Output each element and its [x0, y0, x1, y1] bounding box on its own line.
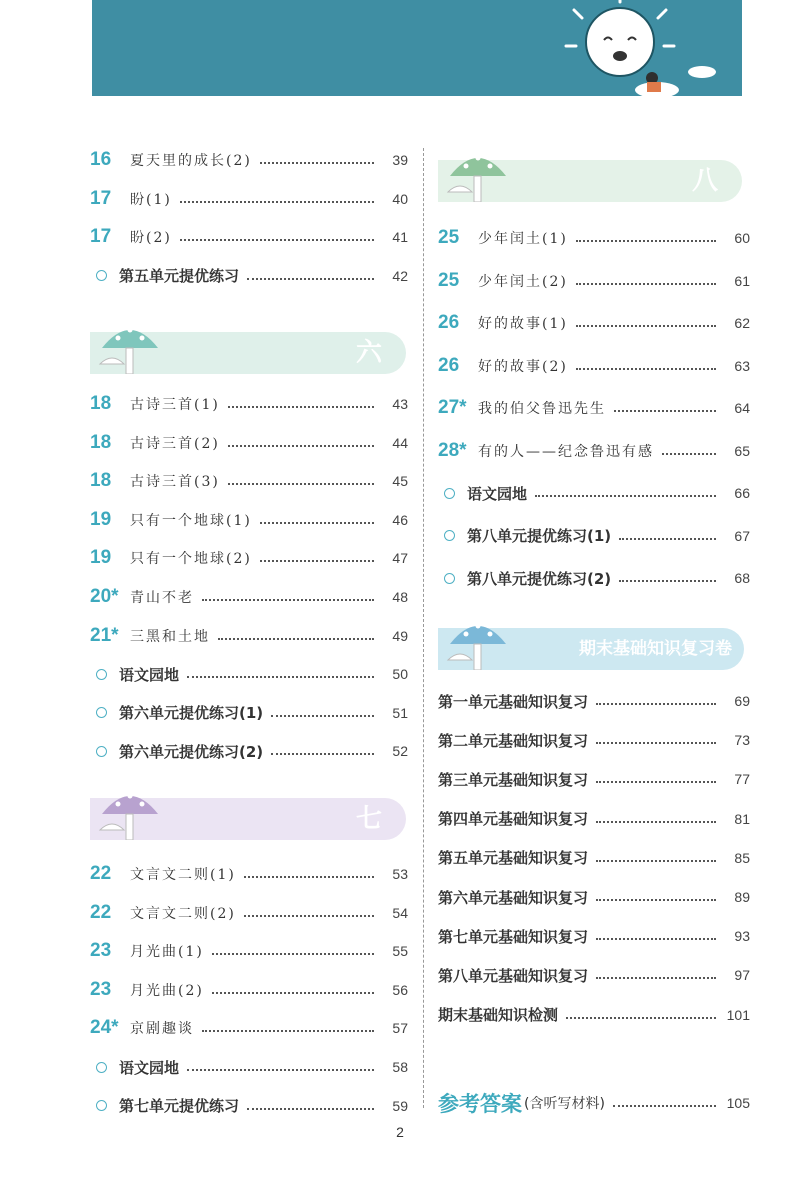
leader-dots [619, 538, 716, 540]
toc-lesson-entry[interactable] [90, 623, 408, 649]
answers-subtitle: (含听写材料) [524, 1096, 605, 1112]
entry-title: 文言文二则(2) [130, 905, 236, 922]
entry-page: 51 [392, 704, 408, 721]
toc-lesson-entry[interactable] [438, 845, 750, 871]
entry-page: 48 [392, 589, 408, 605]
entry-title: 第七单元提优练习 [119, 1097, 240, 1116]
entry-title: 我的伯父鲁迅先生 [478, 401, 606, 417]
entry-title: 月光曲(2) [130, 982, 204, 999]
entry-page: 54 [392, 904, 408, 921]
unit-header [438, 614, 744, 658]
entry-page: 40 [392, 190, 408, 207]
leader-dots [271, 753, 374, 755]
toc-lesson-entry[interactable] [438, 688, 750, 714]
leader-dots [180, 239, 374, 241]
entry-title: 第八单元提优练习(2) [467, 569, 612, 588]
leader-dots [212, 992, 374, 994]
lesson-number: 22 [90, 901, 112, 923]
toc-lesson-entry[interactable] [90, 584, 408, 610]
toc-lesson-entry[interactable] [438, 268, 750, 294]
unit-label: 七 [355, 804, 382, 834]
entry-title: 语文园地 [467, 484, 528, 503]
entry-page: 53 [392, 866, 408, 882]
bullet-circle-icon [96, 1062, 107, 1073]
entry-page: 61 [734, 272, 750, 289]
entry-title: 青山不老 [130, 590, 194, 606]
entry-page: 66 [734, 485, 750, 501]
lesson-number: 19 [90, 547, 112, 569]
mushroom-icon [444, 614, 514, 670]
bullet-circle-icon [96, 270, 107, 281]
toc-lesson-entry[interactable] [90, 900, 408, 926]
lesson-number: 21* [90, 624, 119, 646]
leader-dots [596, 821, 716, 823]
entry-page: 50 [392, 666, 408, 683]
entry-title: 第七单元基础知识复习 [438, 927, 589, 946]
sun-illustration [92, 0, 742, 96]
lesson-number: 18 [90, 431, 112, 453]
leader-dots [228, 445, 374, 447]
leader-dots [228, 406, 374, 408]
toc-exercise-entry[interactable] [90, 661, 408, 687]
leader-dots [613, 1105, 716, 1107]
toc-exercise-entry[interactable] [90, 1054, 408, 1080]
toc-lesson-entry[interactable] [90, 938, 408, 964]
entry-title: 第一单元基础知识复习 [438, 692, 589, 711]
entry-title: 第六单元基础知识复习 [438, 888, 589, 907]
leader-dots [202, 1030, 374, 1032]
lesson-number: 18 [90, 470, 112, 492]
toc-exercise-entry[interactable] [438, 565, 750, 591]
lesson-number: 17 [90, 226, 112, 248]
mushroom-icon [96, 784, 166, 840]
lesson-number: 26 [438, 312, 460, 333]
entry-title: 古诗三首(2) [130, 435, 220, 452]
leader-dots [619, 580, 716, 582]
mushroom-icon [96, 318, 166, 374]
entry-page: 52 [392, 743, 408, 760]
toc-lesson-entry[interactable] [90, 186, 408, 212]
entry-title: 第八单元基础知识复习 [438, 966, 589, 985]
leader-dots [576, 325, 716, 327]
entry-title: 只有一个地球(2) [130, 551, 252, 568]
entry-page: 93 [734, 928, 750, 945]
leader-dots [228, 483, 374, 485]
toc-lesson-entry[interactable] [438, 438, 750, 464]
entry-page: 43 [392, 396, 408, 412]
entry-page: 57 [392, 1020, 408, 1037]
entry-title: 第三单元基础知识复习 [438, 770, 589, 789]
leader-dots [662, 453, 716, 455]
entry-title: 少年闰土(2) [478, 273, 568, 290]
leader-dots [576, 240, 716, 242]
entry-title: 夏天里的成长(2) [130, 153, 252, 169]
unit-header [90, 318, 406, 368]
lesson-number: 27* [438, 397, 467, 418]
entry-page: 69 [734, 693, 750, 709]
leader-dots [260, 560, 374, 562]
toc-exercise-entry[interactable] [438, 480, 750, 506]
entry-page: 60 [734, 230, 750, 246]
entry-page: 41 [392, 229, 408, 246]
toc-lesson-entry[interactable] [90, 977, 408, 1003]
entry-page: 62 [734, 315, 750, 331]
entry-page: 39 [392, 152, 408, 168]
toc-lesson-entry[interactable] [438, 806, 750, 832]
entry-page: 42 [392, 267, 408, 284]
entry-title: 只有一个地球(1) [130, 512, 252, 529]
toc-exercise-entry[interactable] [90, 738, 408, 764]
bullet-circle-icon [96, 746, 107, 757]
toc-lesson-entry[interactable] [90, 224, 408, 250]
bullet-circle-icon [96, 707, 107, 718]
toc-lesson-entry[interactable] [90, 430, 408, 456]
toc-lesson-entry[interactable] [90, 545, 408, 571]
entry-page: 58 [392, 1059, 408, 1075]
toc-lesson-entry[interactable] [438, 310, 750, 336]
entry-page: 89 [734, 889, 750, 905]
entry-title: 盼(1) [130, 191, 172, 208]
entry-page: 101 [726, 1006, 750, 1023]
lesson-number: 23 [90, 978, 112, 1000]
entry-title: 三黑和土地 [130, 628, 210, 645]
toc-lesson-entry[interactable] [438, 884, 750, 910]
entry-title: 第五单元基础知识复习 [438, 849, 589, 868]
header-banner [92, 0, 742, 96]
entry-title: 京剧趣谈 [130, 1021, 194, 1038]
entry-page: 68 [734, 570, 750, 586]
unit-header [90, 784, 406, 834]
column-divider [423, 148, 424, 1108]
unit-label: 六 [355, 338, 382, 368]
entry-title: 古诗三首(1) [130, 397, 220, 413]
entry-page: 65 [734, 442, 750, 459]
lesson-number: 24* [90, 1017, 119, 1039]
entry-title: 盼(2) [130, 230, 172, 247]
leader-dots [596, 703, 716, 705]
leader-dots [596, 938, 716, 940]
leader-dots [260, 162, 374, 164]
leader-dots [187, 1069, 374, 1071]
leader-dots [180, 201, 374, 203]
toc-exercise-entry[interactable] [90, 1093, 408, 1119]
entry-title: 第六单元提优练习(1) [119, 704, 264, 723]
entry-title: 语文园地 [119, 665, 180, 684]
toc-lesson-entry[interactable] [438, 353, 750, 379]
lesson-number: 25 [438, 269, 460, 291]
lesson-number: 16 [90, 149, 112, 170]
leader-dots [212, 953, 374, 955]
leader-dots [614, 410, 716, 412]
leader-dots [187, 676, 374, 678]
lesson-number: 25 [438, 227, 460, 248]
entry-title: 期末基础知识检测 [438, 1006, 559, 1025]
leader-dots [566, 1017, 716, 1019]
leader-dots [576, 368, 716, 370]
entry-title: 语文园地 [119, 1058, 180, 1077]
lesson-number: 18 [90, 393, 112, 414]
page-number: 2 [396, 1124, 404, 1140]
entry-title: 古诗三首(3) [130, 474, 220, 491]
unit-label: 期末基础知识复习卷 [579, 639, 732, 659]
entry-title: 第四单元基础知识复习 [438, 810, 589, 829]
leader-dots [535, 495, 716, 497]
toc-lesson-entry[interactable] [438, 395, 750, 421]
entry-page: 59 [392, 1097, 408, 1114]
lesson-number: 19 [90, 508, 112, 530]
toc-lesson-entry[interactable] [90, 1015, 408, 1041]
toc-lesson-entry[interactable] [90, 391, 408, 417]
entry-page: 77 [734, 771, 750, 788]
bullet-circle-icon [96, 1100, 107, 1111]
entry-title: 第二单元基础知识复习 [438, 731, 589, 750]
entry-page: 81 [734, 810, 750, 827]
bullet-circle-icon [444, 488, 455, 499]
entry-title: 文言文二则(1) [130, 867, 236, 883]
lesson-number: 17 [90, 187, 112, 209]
entry-page: 97 [734, 967, 750, 984]
leader-dots [202, 599, 374, 601]
lesson-number: 26 [438, 354, 460, 376]
entry-page: 47 [392, 550, 408, 567]
entry-title: 少年闰土(1) [478, 231, 568, 247]
entry-page: 67 [734, 527, 750, 544]
unit-label: 八 [691, 166, 718, 196]
leader-dots [576, 283, 716, 285]
lesson-number: 23 [90, 940, 112, 962]
leader-dots [596, 899, 716, 901]
leader-dots [271, 715, 374, 717]
toc-lesson-entry[interactable] [438, 923, 750, 949]
entry-page: 56 [392, 981, 408, 998]
toc-lesson-entry[interactable] [90, 147, 408, 173]
entry-title: 第五单元提优练习 [119, 267, 240, 286]
toc-lesson-entry[interactable] [90, 507, 408, 533]
entry-page: 55 [392, 943, 408, 960]
entry-title: 第八单元提优练习(1) [467, 527, 612, 545]
leader-dots [247, 1108, 374, 1110]
leader-dots [596, 860, 716, 862]
leader-dots [218, 638, 374, 640]
leader-dots [596, 977, 716, 979]
toc-lesson-entry[interactable] [90, 861, 408, 887]
mushroom-icon [444, 146, 514, 202]
toc-lesson-entry[interactable] [438, 766, 750, 792]
lesson-number: 22 [90, 863, 112, 884]
answers-title: 参考答案 [438, 1092, 522, 1116]
lesson-number: 20* [90, 586, 119, 607]
toc-lesson-entry[interactable] [438, 727, 750, 753]
entry-title: 好的故事(1) [478, 316, 568, 332]
toc-lesson-entry[interactable] [438, 225, 750, 251]
toc-lesson-entry[interactable] [90, 468, 408, 494]
bullet-circle-icon [96, 669, 107, 680]
leader-dots [596, 742, 716, 744]
toc-lesson-entry[interactable] [438, 1002, 750, 1028]
toc-exercise-entry[interactable] [90, 263, 408, 289]
leader-dots [244, 876, 374, 878]
unit-header [438, 146, 742, 196]
entry-page: 49 [392, 627, 408, 644]
leader-dots [260, 522, 374, 524]
entry-page: 45 [392, 473, 408, 490]
entry-page: 44 [392, 434, 408, 451]
entry-title: 好的故事(2) [478, 358, 568, 375]
entry-page: 46 [392, 511, 408, 528]
answers-page: 105 [726, 1095, 750, 1111]
entry-title: 月光曲(1) [130, 944, 204, 961]
leader-dots [244, 915, 374, 917]
entry-page: 85 [734, 849, 750, 866]
toc-exercise-entry[interactable] [438, 523, 750, 549]
leader-dots [596, 781, 716, 783]
bullet-circle-icon [444, 573, 455, 584]
entry-title: 第六单元提优练习(2) [119, 742, 264, 761]
entry-page: 64 [734, 400, 750, 416]
answers-entry[interactable] [438, 1088, 750, 1118]
entry-page: 63 [734, 357, 750, 374]
toc-exercise-entry[interactable] [90, 700, 408, 726]
entry-page: 73 [734, 732, 750, 749]
toc-lesson-entry[interactable] [438, 962, 750, 988]
lesson-number: 28* [438, 439, 467, 461]
entry-title: 有的人——纪念鲁迅有感 [478, 443, 654, 460]
bullet-circle-icon [444, 530, 455, 541]
leader-dots [247, 278, 374, 280]
